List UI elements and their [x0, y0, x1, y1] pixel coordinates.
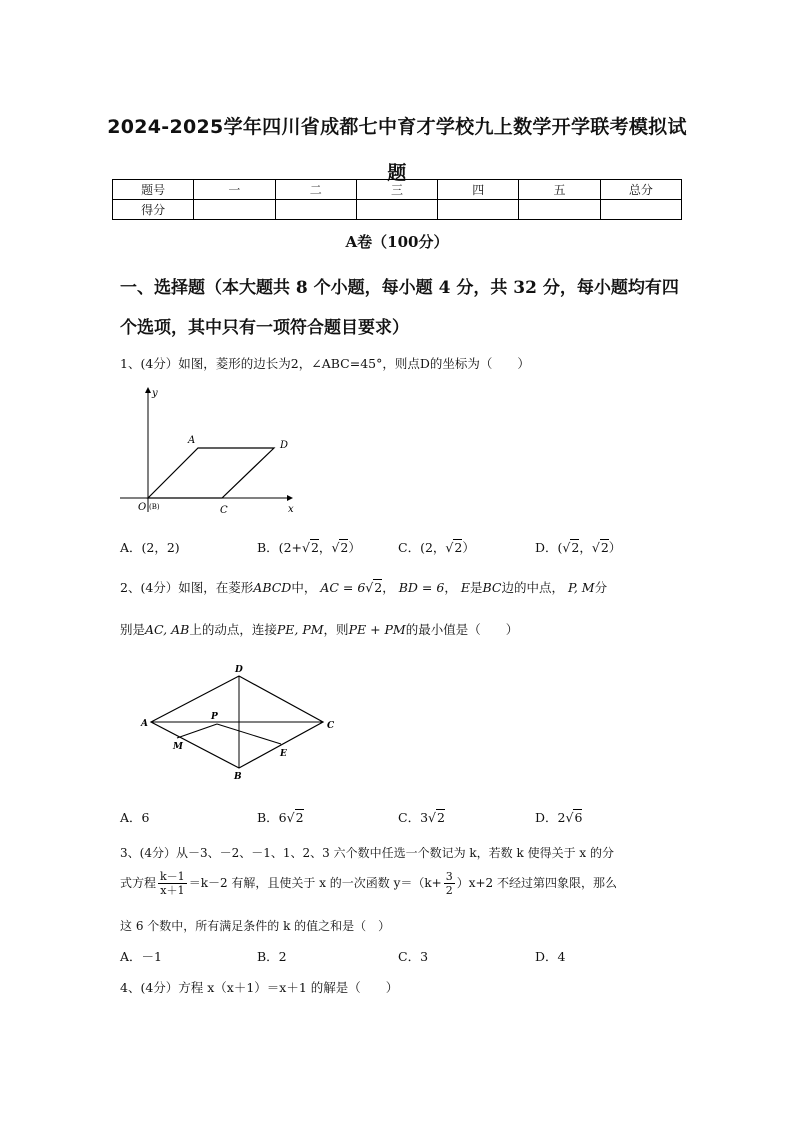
- q2-line2: 别是AC, AB上的动点，连接PE, PM，则PE + PM的最小值是（ ）: [120, 622, 519, 637]
- score-header-cell: 一: [194, 180, 275, 200]
- q1-label-y: y: [152, 388, 158, 399]
- score-header-cell: 总分: [600, 180, 681, 200]
- q2-option-b[interactable]: B．6√2: [257, 810, 304, 825]
- q4-text: 4、(4分）方程 x（x＋1）＝x＋1 的解是（ ）: [120, 980, 399, 995]
- score-table: [112, 179, 682, 220]
- score-cell: [519, 200, 600, 220]
- q2-segment-pm: [177, 724, 217, 738]
- q2-label-c: C: [327, 721, 335, 731]
- q3-line2: 式方程 $\frac{k-1}{x+1}$ ＝k－2 有解，且使关于 x 的一次函数 y＝（k+ $\frac{3}{2}$ ）x+2 不经过第四象限，那么: [120, 870, 618, 897]
- q2-figure: [135, 662, 345, 784]
- score-row-label: 得分: [113, 200, 194, 220]
- q1-option-d[interactable]: D．(√2，√2）: [535, 540, 622, 555]
- score-header-cell: 三: [356, 180, 437, 200]
- section-heading: A卷（100分）: [345, 233, 449, 251]
- q1-label-c: C: [220, 505, 228, 516]
- q2-option-d[interactable]: D．2√6: [535, 810, 583, 825]
- q3-option-b[interactable]: B．2: [257, 949, 287, 964]
- q2-option-a[interactable]: A．6: [120, 810, 150, 825]
- q1-option-b[interactable]: B．(2+√2，√2）: [257, 540, 361, 555]
- q2-label-b: B: [234, 772, 242, 782]
- q1-label-x: x: [288, 504, 294, 515]
- q2-label-d: D: [235, 665, 243, 675]
- q3-fraction-1: $\frac{k-1}{x+1}$: [160, 870, 185, 897]
- score-cell: [275, 200, 356, 220]
- q3-option-a[interactable]: A．－1: [120, 949, 162, 964]
- part1-heading: 一、选择题（本大题共 8 个小题，每小题 4 分，共 32 分，每小题均有四个选项，其中只有一项符合题目要求）: [120, 278, 679, 338]
- q3-line1: 3、(4分）从－3、－2、－1、1、2、3 六个数中任选一个数记为 k，若数 k 使得关于 x 的分: [120, 846, 614, 860]
- q2-label-m: M: [173, 742, 183, 752]
- q3-fraction-2: $\frac{3}{2}$: [445, 870, 453, 897]
- q1-text: 1、(4分）如图，菱形的边长为2，∠ABC=45°，则点D的坐标为（ ）: [120, 356, 530, 371]
- q2-line1: 2、(4分）如图，在菱形ABCD中， AC = 6√2， BD = 6， E是BC边的中点， P, M分: [120, 580, 608, 595]
- score-header-cell: 二: [275, 180, 356, 200]
- score-header-cell: 五: [519, 180, 600, 200]
- q2-label-p: P: [211, 712, 218, 722]
- q1-label-o: O: [138, 502, 147, 513]
- page-title: 2024-2025学年四川省成都七中育才学校九上数学开学联考模拟试题: [107, 116, 687, 184]
- q3-option-d[interactable]: D．4: [535, 949, 566, 964]
- q1-label-a: A: [188, 435, 196, 446]
- q1-option-c[interactable]: C．(2，√2）: [398, 540, 475, 555]
- q2-label-a: A: [141, 719, 148, 729]
- q1-rhombus: [148, 448, 274, 498]
- score-cell: [600, 200, 681, 220]
- score-header-cell: 四: [438, 180, 519, 200]
- score-cell: [438, 200, 519, 220]
- q3-option-c[interactable]: C．3: [398, 949, 429, 964]
- score-cell: [356, 200, 437, 220]
- score-table-header-row: [113, 180, 682, 200]
- score-cell: [194, 200, 275, 220]
- score-header-cell: 题号: [113, 180, 194, 200]
- q1-figure: [112, 382, 312, 522]
- score-table-score-row: [113, 200, 682, 220]
- q1-label-d: D: [280, 440, 289, 451]
- q3-line3: 这 6 个数中，所有满足条件的 k 的值之和是（ ）: [120, 919, 391, 933]
- q2-option-c[interactable]: C．3√2: [398, 810, 445, 825]
- q1-option-a[interactable]: A．(2，2): [120, 540, 180, 555]
- q2-label-e: E: [280, 749, 287, 759]
- q1-label-b: (B): [149, 503, 160, 511]
- q2-segment-pe: [217, 724, 281, 744]
